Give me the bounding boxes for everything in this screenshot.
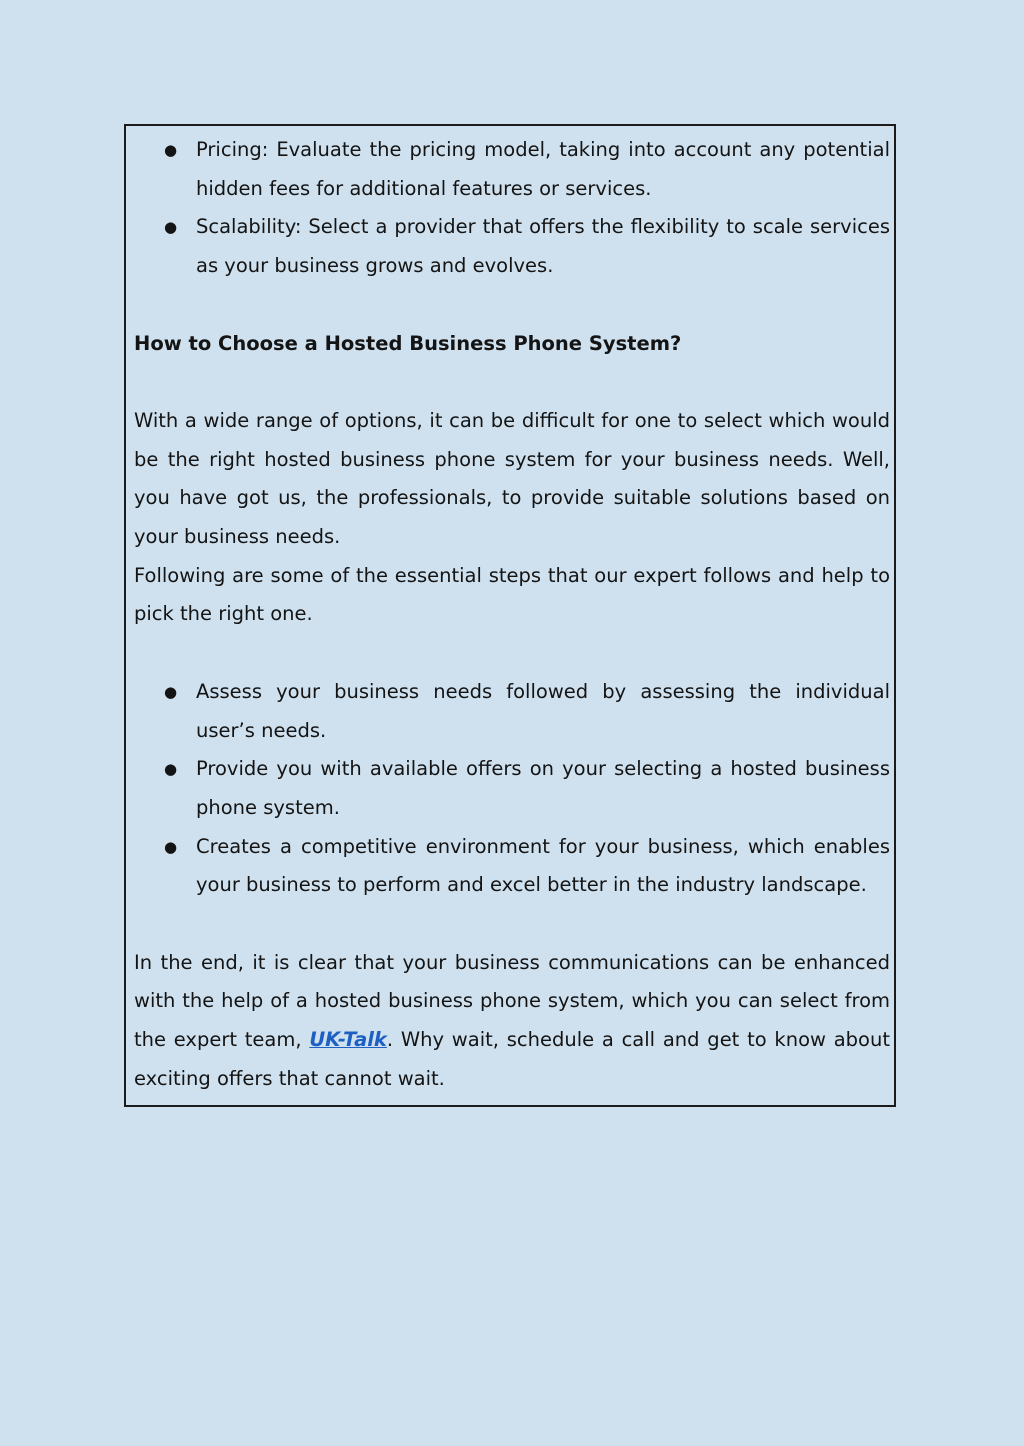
document-frame [124,124,896,1107]
steps-list [134,673,890,905]
closing-paragraph [134,944,890,1099]
spacer [134,634,890,673]
list-item-competitive [134,828,890,905]
list-item-offers [134,750,890,827]
bullet-icon: ● [164,141,178,159]
criteria-list [134,131,890,286]
list-item-scalability [134,208,890,285]
bullet-icon: ● [164,218,178,237]
spacer [134,905,890,944]
list-item-text: Pricing: Evaluate the pricing model, taking into account any potential hidden fees for additional features or services. [196,138,890,200]
list-item-text: Assess your business needs followed by assessing the individual user’s needs. [196,679,890,742]
bullet-icon: ● [164,837,178,856]
list-item-text: Provide you with available offers on your selecting a hosted business phone system. [196,757,890,819]
document-content [134,131,890,1099]
list-item-text: Scalability: Select a provider that offers the flexibility to scale services as your business grows and evolves. [196,215,890,278]
steps-intro-paragraph: Following are some of the essential steps that our expert follows and help to pick the right one. [134,563,890,626]
list-item-assess [134,673,890,750]
section-heading: How to Choose a Hosted Business Phone System? [134,331,682,355]
closing-text-start: In the end, it is clear that your business communications can be enhanced with the help of a hosted business phone system, which you can select from the expert team, [134,950,890,1052]
spacer [134,286,890,325]
list-item-text: Creates a competitive environment for your business, which enables your business to perform and excel better in the industry landscape. [196,834,890,897]
intro-paragraph: With a wide range of options, it can be difficult for one to select which would be the right hosted business phone system for your business needs. Well, you have got us, the professionals, to provide suitable solutions based on your business needs. [134,408,890,548]
closing-text-end: . Why wait, schedule a call and get to know about exciting offers that cannot wait. [134,1028,890,1090]
bullet-icon: ● [164,682,178,701]
uk-talk-link[interactable]: UK-Talk [309,1028,387,1052]
bullet-icon: ● [164,760,178,779]
spacer [134,363,890,402]
list-item-pricing [134,131,890,208]
